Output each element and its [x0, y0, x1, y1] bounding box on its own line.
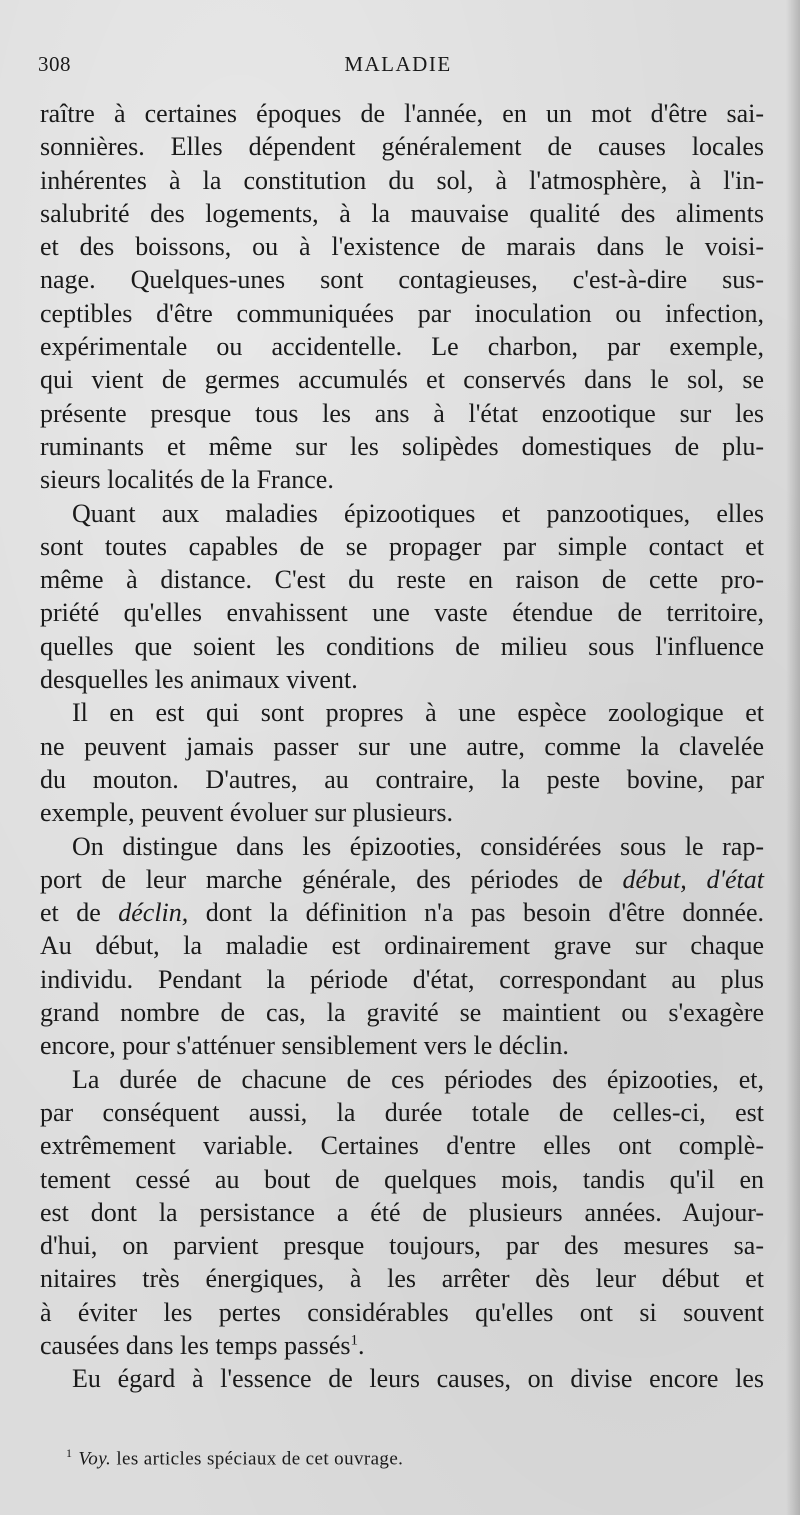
text-line-content: causées dans les temps passés — [40, 1330, 351, 1360]
page-edge-shadow — [786, 0, 800, 1515]
footnote-reference: 1 — [350, 1332, 358, 1349]
footnote — [66, 1446, 403, 1470]
footnote-marker: 1 — [66, 1446, 73, 1460]
text-line: On distingue dans les épizooties, considérées sous le rap- — [72, 831, 764, 861]
running-title: MALADIE — [344, 52, 452, 76]
text-line: quelles que soient les conditions de milieu sous l'influence — [40, 631, 764, 661]
text-line: extrêmement variable. Certaines d'entre elles ont complè- — [40, 1131, 764, 1161]
body-text — [40, 97, 764, 1396]
text-line: ne peuvent jamais passer sur une autre, comme la clavelée — [40, 731, 764, 761]
text-line: tement cessé au bout de quelques mois, tandis qu'il en — [40, 1164, 764, 1194]
footnote-abbrev: Voy. — [78, 1448, 112, 1470]
text-line: du mouton. D'autres, au contraire, la peste bovine, par — [40, 764, 764, 794]
text-line: inhérentes à la constitution du sol, à l'atmosphère, à l'in- — [40, 165, 764, 195]
text-line: et des boissons, ou à l'existence de marais dans le voisi- — [40, 232, 764, 262]
text-line: causées dans les temps passés$^1$. — [40, 1330, 365, 1360]
text-line: La durée de chacune de ces périodes des épizooties, et, — [72, 1064, 764, 1094]
text-line: est dont la persistance a été de plusieurs années. Aujour- — [40, 1197, 764, 1227]
italic-word: d'état — [706, 864, 764, 894]
text-line: salubrité des logements, à la mauvaise qualité des aliments — [40, 198, 764, 228]
italic-word: déclin, — [118, 898, 189, 928]
text-line: à éviter les pertes considérables qu'elles ont si souvent — [40, 1297, 764, 1327]
text-line: présente presque tous les ans à l'état enzootique sur les — [40, 398, 764, 428]
text-line: d'hui, on parvient presque toujours, par des mesures sa- — [40, 1231, 764, 1261]
text-line: sieurs localités de la France. — [40, 465, 334, 495]
text-line: Eu égard à l'essence de leurs causes, on divise encore les — [72, 1364, 764, 1394]
text-line: sonnières. Elles dépendent généralement de causes locales — [40, 132, 764, 162]
text-line: grand nombre de cas, la gravité se maintient ou s'exagère — [40, 998, 764, 1028]
text-line: Il en est qui sont propres à une espèce zoologique et — [72, 698, 764, 728]
text-line: qui vient de germes accumulés et conservés dans le sol, se — [40, 365, 764, 395]
text-line: raître à certaines époques de l'année, en un mot d'être sai- — [40, 99, 764, 128]
text-line: sont toutes capables de se propager par simple contact et — [40, 531, 764, 561]
page-header — [38, 52, 758, 82]
text-line-with-italics: port de leur marche générale, des périodes de début, d'état — [40, 864, 764, 894]
text-line: ceptibles d'être communiquées par inoculation ou infection, — [40, 298, 764, 328]
text-line: même à distance. C'est du reste en raison de cette pro- — [40, 565, 764, 595]
italic-word: début, — [622, 864, 687, 894]
text-line: priété qu'elles envahissent une vaste étendue de territoire, — [40, 598, 764, 628]
text-line: Au début, la maladie est ordinairement grave sur chaque — [40, 931, 764, 961]
text-line: individu. Pendant la période d'état, correspondant au plus — [40, 964, 764, 994]
text-line: encore, pour s'atténuer sensiblement vers le déclin. — [40, 1031, 569, 1061]
text-line: expérimentale ou accidentelle. Le charbon, par exemple, — [40, 332, 764, 362]
text-line: desquelles les animaux vivent. — [40, 665, 358, 695]
text-line: par conséquent aussi, la durée totale de celles-ci, est — [40, 1097, 764, 1127]
footnote-text: les articles spéciaux de cet ouvrage. — [116, 1448, 404, 1470]
text-line: ruminants et même sur les solipèdes domestiques de plu- — [40, 431, 764, 461]
text-line: exemple, peuvent évoluer sur plusieurs. — [40, 798, 453, 828]
text-line: nage. Quelques-unes sont contagieuses, c'est-à-dire sus- — [40, 265, 764, 295]
text-line: nitaires très énergiques, à les arrêter dès leur début et — [40, 1264, 764, 1294]
text-line-with-italics: et de déclin, dont la définition n'a pas besoin d'être donnée. — [40, 898, 764, 928]
page-number: 308 — [38, 52, 71, 76]
text-line: Quant aux maladies épizootiques et panzootiques, elles — [72, 498, 764, 528]
